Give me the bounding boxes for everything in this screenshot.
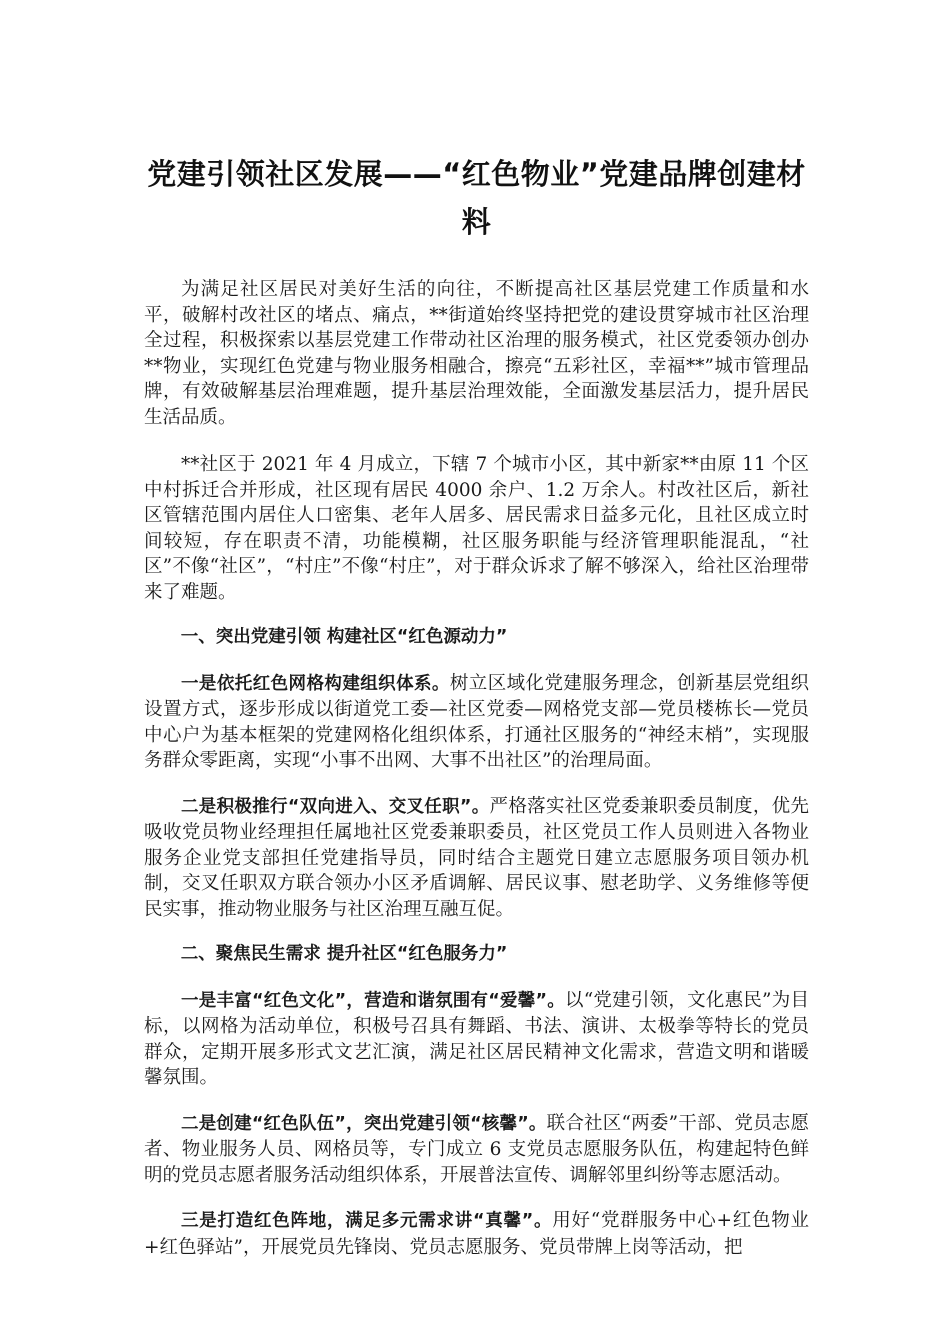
item-lead: 二是积极推行“双向进入、交叉任职”。 [181, 796, 490, 817]
document-title: 党建引领社区发展——“红色物业”党建品牌创建材料 [147, 157, 806, 239]
item-lead: 三是打造红色阵地，满足多元需求讲“真馨”。 [181, 1211, 553, 1231]
item-lead: 二是创建“红色队伍”，突出党建引领“核馨”。 [181, 1113, 547, 1134]
section-2-item-2 [144, 1111, 809, 1189]
intro-paragraph-1: 为满足社区居民对美好生活的向往，不断提高社区基层党建工作质量和水平，破解村改社区的堵点、痛点，**街道始终坚持把党的建设贯穿城市社区治理全过程，积极探索以基层党建工作带动社区治理的服务模式，社区党委领办创办**物业，实现红色党建与物业服务相融合，擦亮“五彩社区，幸福**”城市管理品牌，有效破解基层治理难题，提升基层治理效能，全面激发基层活力，提升居民生活品质。 [144, 279, 809, 428]
item-text: 以“党建引领，文化惠民”为目标，以网格为活动单位，积极号召具有舞蹈、书法、演讲、太极拳等特长的党员群众，定期开展多形式文艺汇演，满足社区居民精神文化需求，营造文明和谐暖馨氛围。 [144, 989, 809, 1088]
item-text: 严格落实社区党委兼职委员制度，优先吸收党员物业经理担任属地社区党委兼职委员，社区党员工作人员则进入各物业服务企业党支部担任党建指导员，同时结合主题党日建立志愿服务项目领办机制，交叉任职双方联合领办小区矛盾调解、居民议事、慰老助学、义务维修等便民实事，推动物业服务与社区治理互融互促。 [144, 795, 809, 920]
section-heading-2: 二、聚焦民生需求 提升社区“红色服务力” [180, 944, 508, 964]
item-text: 联合社区“两委”干部、党员志愿者、物业服务人员、网格员等，专门成立 6 支党员志愿服务队伍，构建起特色鲜明的党员志愿者服务活动组织体系，开展普法宣传、调解邻里纠纷等志愿活动。 [144, 1112, 809, 1186]
intro-paragraph-2: **社区于 2021 年 4 月成立，下辖 7 个城市小区，其中新家**由原 11 个区中村拆迁合并形成，社区现有居民 4000 余户、1.2 万余人。村改社区后，新社区管辖范围内居住人口密集、老年人居多、居民需求日益多元化，且社区成立时间较短，存在职责不清，功能模糊，社区服务职能与经济管理职能混乱，“社区”不像“社区”，“村庄”不像“村庄”，对于群众诉求了解不够深入，给社区治理带来了难题。 [144, 454, 809, 603]
section-heading-1: 一、突出党建引领 构建社区“红色源动力” [180, 627, 508, 647]
section-2-item-1 [144, 988, 809, 1091]
item-lead: 一是依托红色网格构建组织体系。 [181, 673, 450, 694]
section-1-item-1 [144, 671, 809, 774]
item-text: 用好“党群服务中心+红色物业+红色驿站”，开展党员先锋岗、党员志愿服务、党员带牌上岗等活动，把 [144, 1210, 809, 1258]
section-1-item-2 [144, 794, 809, 923]
item-lead: 一是丰富“红色文化”，营造和谐氛围有“爱馨”。 [181, 990, 565, 1011]
document-page [144, 150, 809, 1260]
section-2-item-3 [144, 1208, 809, 1260]
item-text: 树立区域化党建服务理念，创新基层党组织设置方式，逐步形成以街道党工委—社区党委—网格党支部—党员楼栋长—党员中心户为基本框架的党建网格化组织体系，打通社区服务的“神经末梢”，实现服务群众零距离，实现“小事不出网、大事不出社区”的治理局面。 [144, 672, 809, 771]
